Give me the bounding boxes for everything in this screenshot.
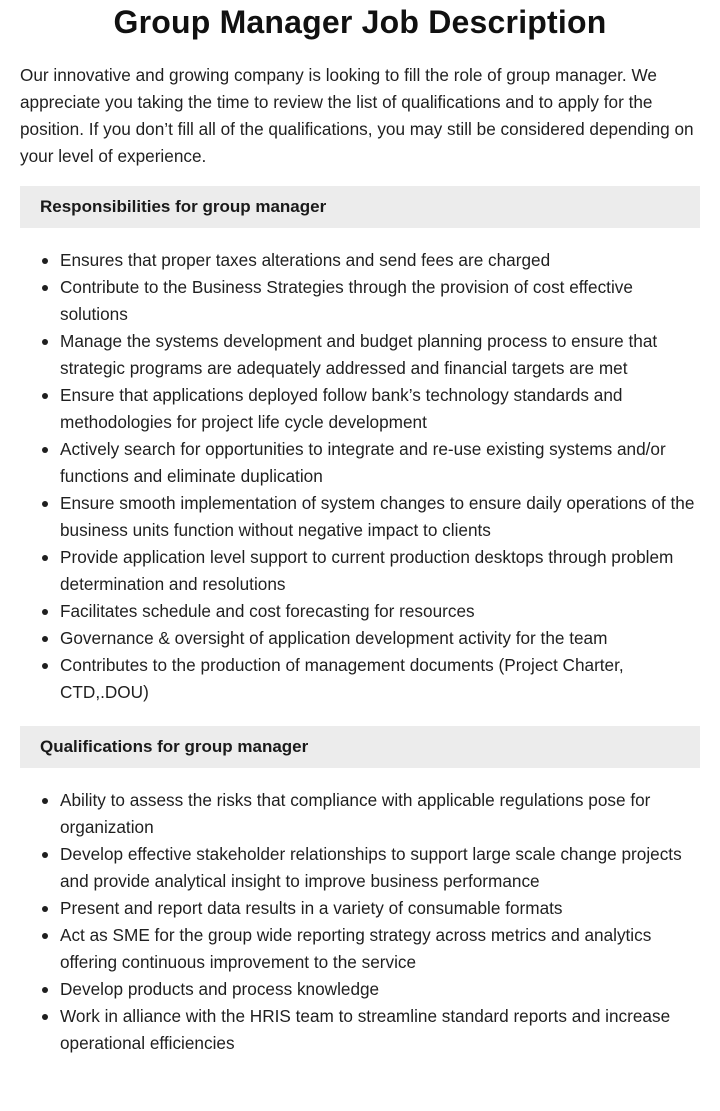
qualifications-section (20, 726, 700, 1057)
page-title: Group Manager Job Description (113, 4, 607, 40)
qualifications-heading: Qualifications for group manager (20, 726, 700, 768)
responsibilities-section (20, 186, 700, 706)
list-item: Ensure smooth implementation of system changes to ensure daily operations of the business units function without negative impact to clients (60, 490, 700, 544)
intro-paragraph: Our innovative and growing company is looking to fill the role of group manager. We appreciate you taking the time to review the list of qualifications and to apply for the position. If you don’t fill all of the qualifications, you may still be considered depending on your level of experience. (20, 65, 694, 166)
list-item: Contribute to the Business Strategies through the provision of cost effective solutions (60, 274, 700, 328)
list-item: Actively search for opportunities to integrate and re-use existing systems and/or functions and eliminate duplication (60, 436, 700, 490)
list-item: Governance & oversight of application development activity for the team (60, 625, 700, 652)
list-item: Act as SME for the group wide reporting strategy across metrics and analytics offering continuous improvement to the service (60, 922, 700, 976)
list-item: Ensures that proper taxes alterations and send fees are charged (60, 247, 700, 274)
list-item: Ensure that applications deployed follow bank’s technology standards and methodologies for project life cycle development (60, 382, 700, 436)
list-item: Facilitates schedule and cost forecasting for resources (60, 598, 700, 625)
responsibilities-list (20, 247, 700, 706)
list-item: Develop effective stakeholder relationships to support large scale change projects and provide analytical insight to improve business performance (60, 841, 700, 895)
list-item: Work in alliance with the HRIS team to streamline standard reports and increase operational efficiencies (60, 1003, 700, 1057)
list-item: Provide application level support to current production desktops through problem determination and resolutions (60, 544, 700, 598)
list-item: Manage the systems development and budget planning process to ensure that strategic programs are adequately addressed and financial targets are met (60, 328, 700, 382)
list-item: Develop products and process knowledge (60, 976, 700, 1003)
qualifications-list (20, 787, 700, 1057)
list-item: Ability to assess the risks that compliance with applicable regulations pose for organization (60, 787, 700, 841)
list-item: Present and report data results in a variety of consumable formats (60, 895, 700, 922)
list-item: Contributes to the production of management documents (Project Charter, CTD,.DOU) (60, 652, 700, 706)
responsibilities-heading: Responsibilities for group manager (20, 186, 700, 228)
